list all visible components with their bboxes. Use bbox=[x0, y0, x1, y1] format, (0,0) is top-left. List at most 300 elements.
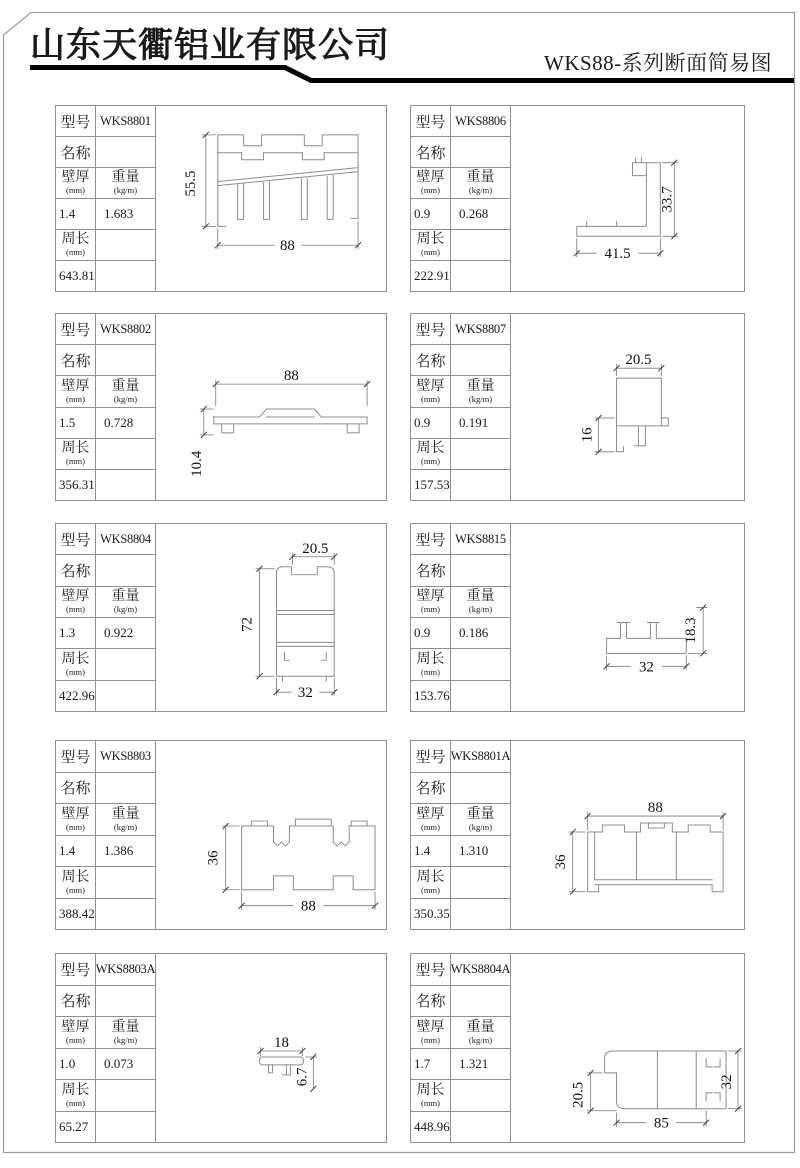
table-row bbox=[56, 681, 155, 711]
model-label: 型号 bbox=[411, 106, 451, 136]
thickness-value: 1.4 bbox=[411, 836, 451, 867]
spec-table bbox=[411, 314, 511, 500]
table-row bbox=[411, 804, 510, 836]
thickness-value: 0.9 bbox=[411, 408, 451, 438]
profile-drawing bbox=[156, 524, 386, 711]
thickness-value: 1.0 bbox=[56, 1049, 96, 1080]
perimeter-label bbox=[411, 439, 451, 469]
perimeter-unit: (mm) bbox=[66, 247, 85, 258]
thickness-text: 壁厚 bbox=[416, 378, 445, 394]
table-row bbox=[56, 439, 155, 470]
weight-value: 0.728 bbox=[104, 414, 134, 430]
model-value: WKS8801 bbox=[100, 113, 151, 128]
thickness-value: 1.4 bbox=[56, 836, 96, 867]
thickness-text: 壁厚 bbox=[416, 1019, 445, 1035]
dimension-label: 20.5 bbox=[625, 352, 652, 369]
model-label: 型号 bbox=[56, 954, 96, 985]
perimeter-text: 周长 bbox=[61, 869, 90, 885]
model-value: WKS8807 bbox=[455, 321, 506, 336]
table-row bbox=[56, 741, 155, 773]
perimeter-text: 周长 bbox=[61, 1082, 90, 1098]
name-value bbox=[451, 986, 510, 1017]
thickness-label bbox=[56, 168, 96, 198]
panel-wks8802 bbox=[55, 313, 387, 501]
perimeter-value: 350.35 bbox=[411, 899, 451, 930]
perimeter-unit: (mm) bbox=[421, 1097, 440, 1108]
table-row bbox=[56, 986, 155, 1018]
empty-cell bbox=[96, 899, 155, 930]
empty-cell bbox=[96, 867, 155, 898]
model-label: 型号 bbox=[56, 106, 96, 136]
dimension-lines bbox=[569, 812, 726, 895]
table-row bbox=[56, 1017, 155, 1049]
perimeter-label bbox=[56, 867, 96, 898]
perimeter-unit: (mm) bbox=[421, 247, 440, 258]
thickness-unit: (mm) bbox=[66, 1034, 85, 1045]
table-row bbox=[411, 524, 510, 555]
perimeter-label bbox=[411, 230, 451, 260]
perimeter-unit: (mm) bbox=[421, 666, 440, 677]
panel-wks8801 bbox=[55, 105, 387, 292]
table-row bbox=[411, 1017, 510, 1049]
dimension-label: 36 bbox=[205, 850, 222, 866]
name-value bbox=[451, 555, 510, 585]
empty-cell bbox=[451, 230, 510, 260]
weight-text: 重量 bbox=[466, 589, 495, 605]
table-row bbox=[56, 1049, 155, 1081]
thickness-label bbox=[411, 804, 451, 835]
table-row bbox=[56, 899, 155, 930]
model-label: 型号 bbox=[411, 741, 451, 772]
table-row bbox=[56, 408, 155, 439]
model-value: WKS8806 bbox=[455, 113, 506, 128]
weight-unit: (kg/m) bbox=[468, 393, 493, 404]
table-row bbox=[411, 1112, 510, 1143]
thickness-unit: (mm) bbox=[421, 604, 440, 615]
thickness-label bbox=[56, 1017, 96, 1048]
weight-text: 重量 bbox=[111, 589, 140, 605]
table-row bbox=[56, 106, 155, 137]
perimeter-value: 157.53 bbox=[411, 470, 451, 500]
dimension-label: 20.5 bbox=[302, 540, 329, 557]
perimeter-label bbox=[56, 439, 96, 469]
weight-value: 1.310 bbox=[459, 842, 489, 858]
profile-outline bbox=[214, 409, 367, 433]
dimension-label: 88 bbox=[647, 800, 663, 817]
thickness-value: 0.9 bbox=[411, 618, 451, 648]
table-row bbox=[411, 376, 510, 407]
dimension-label: 41.5 bbox=[604, 246, 631, 263]
perimeter-value: 448.96 bbox=[411, 1112, 451, 1143]
table-row bbox=[56, 649, 155, 680]
empty-cell bbox=[451, 1080, 510, 1111]
empty-cell bbox=[451, 439, 510, 469]
empty-cell bbox=[451, 470, 510, 500]
table-row bbox=[411, 199, 510, 230]
table-row bbox=[56, 470, 155, 500]
weight-value: 1.321 bbox=[459, 1055, 489, 1071]
thickness-text: 壁厚 bbox=[61, 589, 90, 605]
name-value bbox=[451, 773, 510, 804]
empty-cell bbox=[96, 1112, 155, 1143]
perimeter-unit: (mm) bbox=[66, 456, 85, 467]
panel-wks8804a bbox=[410, 953, 745, 1143]
empty-cell bbox=[96, 1080, 155, 1111]
panel-wks8801a bbox=[410, 740, 745, 930]
weight-unit: (kg/m) bbox=[468, 821, 493, 832]
document-title: WKS88-系列断面简易图 bbox=[544, 51, 773, 75]
profile-outline bbox=[276, 567, 334, 682]
model-label: 型号 bbox=[56, 741, 96, 772]
perimeter-unit: (mm) bbox=[421, 456, 440, 467]
empty-cell bbox=[451, 867, 510, 898]
table-row bbox=[411, 230, 510, 261]
weight-label bbox=[451, 1017, 510, 1048]
perimeter-value: 422.96 bbox=[56, 681, 96, 711]
dimension-label: 72 bbox=[239, 617, 256, 632]
name-label: 名称 bbox=[56, 345, 96, 375]
table-row bbox=[411, 168, 510, 199]
profile-outline bbox=[617, 378, 669, 452]
table-row bbox=[411, 836, 510, 868]
dimension-label: 32 bbox=[297, 685, 313, 702]
table-row bbox=[56, 261, 155, 291]
perimeter-label bbox=[411, 867, 451, 898]
dimension-label: 85 bbox=[653, 1115, 669, 1132]
panel-wks8815 bbox=[410, 523, 745, 712]
empty-cell bbox=[96, 470, 155, 500]
perimeter-label bbox=[56, 649, 96, 679]
table-row bbox=[411, 773, 510, 805]
thickness-text: 壁厚 bbox=[61, 170, 90, 186]
weight-text: 重量 bbox=[466, 806, 495, 822]
thickness-value: 1.4 bbox=[56, 199, 96, 229]
table-row bbox=[56, 1080, 155, 1112]
table-row bbox=[56, 804, 155, 836]
company-name: 山东天衢铝业有限公司 bbox=[30, 26, 391, 65]
spec-table bbox=[56, 314, 156, 500]
panel-wks8806 bbox=[410, 105, 745, 292]
weight-value: 0.268 bbox=[459, 206, 489, 221]
profile-outline bbox=[605, 1051, 726, 1109]
thickness-unit: (mm) bbox=[421, 821, 440, 832]
perimeter-unit: (mm) bbox=[66, 884, 85, 895]
weight-text: 重量 bbox=[111, 378, 140, 394]
perimeter-label bbox=[411, 1080, 451, 1111]
perimeter-text: 周长 bbox=[416, 441, 445, 457]
name-value bbox=[451, 137, 510, 167]
name-value bbox=[96, 345, 155, 375]
spec-table bbox=[56, 106, 156, 291]
thickness-unit: (mm) bbox=[66, 821, 85, 832]
perimeter-value: 643.81 bbox=[56, 261, 96, 291]
weight-value: 1.683 bbox=[104, 206, 134, 221]
empty-cell bbox=[451, 681, 510, 711]
table-row bbox=[56, 836, 155, 868]
table-row bbox=[56, 345, 155, 376]
table-row bbox=[56, 314, 155, 345]
table-row bbox=[411, 867, 510, 899]
dimension-label: 88 bbox=[279, 238, 295, 255]
table-row bbox=[411, 439, 510, 470]
weight-text: 重量 bbox=[111, 170, 140, 186]
weight-label bbox=[96, 376, 155, 406]
thickness-text: 壁厚 bbox=[61, 1019, 90, 1035]
table-row bbox=[411, 587, 510, 618]
spec-table bbox=[56, 954, 156, 1142]
model-label: 型号 bbox=[56, 524, 96, 554]
perimeter-text: 周长 bbox=[416, 1082, 445, 1098]
name-label: 名称 bbox=[411, 773, 451, 804]
weight-label bbox=[451, 168, 510, 198]
profile-drawing bbox=[156, 314, 386, 500]
weight-value: 0.922 bbox=[104, 625, 134, 641]
thickness-unit: (mm) bbox=[66, 393, 85, 404]
profile-drawing bbox=[511, 741, 744, 929]
spec-table bbox=[411, 741, 511, 929]
name-value bbox=[96, 137, 155, 167]
panel-wks8804 bbox=[55, 523, 387, 712]
dimension-label: 88 bbox=[283, 368, 299, 385]
dimension-lines bbox=[202, 132, 361, 249]
perimeter-label bbox=[411, 649, 451, 679]
thickness-unit: (mm) bbox=[66, 604, 85, 615]
table-row bbox=[56, 1112, 155, 1143]
empty-cell bbox=[451, 649, 510, 679]
weight-unit: (kg/m) bbox=[468, 1034, 493, 1045]
dimension-label: 33.7 bbox=[659, 186, 676, 213]
perimeter-value: 222.91 bbox=[411, 261, 451, 291]
table-row bbox=[411, 1080, 510, 1112]
weight-text: 重量 bbox=[466, 378, 495, 394]
name-value bbox=[96, 986, 155, 1017]
profile-outline bbox=[577, 158, 661, 237]
table-row bbox=[411, 470, 510, 500]
spec-table bbox=[56, 741, 156, 929]
thickness-text: 壁厚 bbox=[416, 806, 445, 822]
thickness-label bbox=[411, 587, 451, 617]
model-value: WKS8803 bbox=[100, 748, 151, 763]
thickness-unit: (mm) bbox=[66, 185, 85, 196]
dimension-lines bbox=[222, 823, 378, 910]
thickness-label bbox=[411, 376, 451, 406]
table-row bbox=[56, 773, 155, 805]
table-row bbox=[56, 524, 155, 555]
thickness-unit: (mm) bbox=[421, 185, 440, 196]
perimeter-text: 周长 bbox=[61, 232, 90, 248]
dimension-label: 18 bbox=[273, 1035, 289, 1052]
model-value: WKS8804 bbox=[100, 531, 151, 546]
model-value: WKS8802 bbox=[100, 321, 151, 336]
table-row bbox=[56, 618, 155, 649]
table-row bbox=[56, 137, 155, 168]
empty-cell bbox=[96, 439, 155, 469]
table-row bbox=[56, 168, 155, 199]
perimeter-value: 65.27 bbox=[56, 1112, 96, 1143]
weight-label bbox=[451, 587, 510, 617]
name-label: 名称 bbox=[411, 555, 451, 585]
perimeter-unit: (mm) bbox=[421, 884, 440, 895]
thickness-label bbox=[56, 587, 96, 617]
profile-drawing bbox=[511, 106, 744, 291]
panel-wks8807 bbox=[410, 313, 745, 501]
dimension-label: 20.5 bbox=[570, 1081, 587, 1108]
table-row bbox=[56, 555, 155, 586]
thickness-value: 0.9 bbox=[411, 199, 451, 229]
dimension-label: 32 bbox=[719, 1074, 736, 1090]
table-row bbox=[56, 230, 155, 261]
weight-text: 重量 bbox=[466, 1019, 495, 1035]
name-label: 名称 bbox=[56, 773, 96, 804]
thickness-label bbox=[411, 1017, 451, 1048]
thickness-value: 1.5 bbox=[56, 408, 96, 438]
thickness-text: 壁厚 bbox=[416, 170, 445, 186]
dimension-label: 6.7 bbox=[294, 1067, 311, 1087]
model-label: 型号 bbox=[56, 314, 96, 344]
perimeter-unit: (mm) bbox=[66, 1097, 85, 1108]
empty-cell bbox=[96, 261, 155, 291]
thickness-value: 1.7 bbox=[411, 1049, 451, 1080]
perimeter-text: 周长 bbox=[416, 651, 445, 667]
dimension-label: 36 bbox=[552, 854, 569, 870]
perimeter-text: 周长 bbox=[61, 441, 90, 457]
table-row bbox=[411, 741, 510, 773]
table-row bbox=[56, 587, 155, 618]
spec-table bbox=[411, 106, 511, 291]
table-row bbox=[411, 1049, 510, 1081]
table-row bbox=[411, 681, 510, 711]
weight-label bbox=[96, 168, 155, 198]
spec-table bbox=[411, 524, 511, 711]
name-value bbox=[96, 773, 155, 804]
dimension-label: 55.5 bbox=[182, 170, 199, 197]
profile-drawing bbox=[511, 314, 744, 500]
thickness-text: 壁厚 bbox=[61, 806, 90, 822]
thickness-unit: (mm) bbox=[421, 1034, 440, 1045]
perimeter-value: 356.31 bbox=[56, 470, 96, 500]
table-row bbox=[411, 954, 510, 986]
weight-text: 重量 bbox=[466, 170, 495, 186]
profile-outline bbox=[218, 135, 358, 227]
dimension-label: 16 bbox=[579, 427, 596, 443]
model-label: 型号 bbox=[411, 524, 451, 554]
weight-unit: (kg/m) bbox=[468, 604, 493, 615]
empty-cell bbox=[96, 649, 155, 679]
panel-wks8803 bbox=[55, 740, 387, 930]
perimeter-text: 周长 bbox=[61, 651, 90, 667]
perimeter-label bbox=[56, 230, 96, 260]
weight-label bbox=[451, 804, 510, 835]
profile-outline bbox=[607, 622, 687, 653]
dimension-label: 88 bbox=[300, 898, 316, 915]
table-row bbox=[56, 199, 155, 230]
weight-unit: (kg/m) bbox=[468, 185, 493, 196]
spec-table bbox=[56, 524, 156, 711]
weight-unit: (kg/m) bbox=[113, 821, 138, 832]
table-row bbox=[411, 261, 510, 291]
profile-drawing bbox=[156, 741, 386, 929]
weight-value: 0.073 bbox=[104, 1055, 134, 1071]
weight-value: 1.386 bbox=[104, 842, 134, 858]
table-row bbox=[411, 137, 510, 168]
empty-cell bbox=[96, 230, 155, 260]
thickness-label bbox=[56, 376, 96, 406]
name-value bbox=[96, 555, 155, 585]
weight-text: 重量 bbox=[111, 806, 140, 822]
model-label: 型号 bbox=[411, 954, 451, 985]
name-label: 名称 bbox=[411, 986, 451, 1017]
thickness-text: 壁厚 bbox=[416, 589, 445, 605]
thickness-label bbox=[411, 168, 451, 198]
table-row bbox=[411, 899, 510, 930]
thickness-label bbox=[56, 804, 96, 835]
name-label: 名称 bbox=[411, 345, 451, 375]
weight-unit: (kg/m) bbox=[113, 604, 138, 615]
dimension-label: 32 bbox=[638, 659, 654, 676]
table-row bbox=[411, 408, 510, 439]
panel-wks8803a bbox=[55, 953, 387, 1143]
perimeter-text: 周长 bbox=[416, 869, 445, 885]
profile-outline bbox=[588, 823, 723, 892]
empty-cell bbox=[96, 681, 155, 711]
empty-cell bbox=[451, 1112, 510, 1143]
weight-label bbox=[96, 587, 155, 617]
model-label: 型号 bbox=[411, 314, 451, 344]
name-label: 名称 bbox=[411, 137, 451, 167]
model-value: WKS8804A bbox=[451, 961, 510, 976]
perimeter-unit: (mm) bbox=[66, 666, 85, 677]
weight-label bbox=[96, 1017, 155, 1048]
table-row bbox=[56, 867, 155, 899]
weight-unit: (kg/m) bbox=[113, 185, 138, 196]
name-label: 名称 bbox=[56, 555, 96, 585]
name-label: 名称 bbox=[56, 986, 96, 1017]
table-row bbox=[56, 376, 155, 407]
model-value: WKS8815 bbox=[455, 531, 506, 546]
perimeter-value: 388.42 bbox=[56, 899, 96, 930]
thickness-text: 壁厚 bbox=[61, 378, 90, 394]
thickness-unit: (mm) bbox=[421, 393, 440, 404]
profile-drawing bbox=[156, 106, 386, 291]
weight-unit: (kg/m) bbox=[113, 393, 138, 404]
table-row bbox=[411, 314, 510, 345]
perimeter-label bbox=[56, 1080, 96, 1111]
table-row bbox=[411, 345, 510, 376]
perimeter-value: 153.76 bbox=[411, 681, 451, 711]
table-row bbox=[411, 106, 510, 137]
dimension-label: 18.3 bbox=[683, 617, 700, 644]
thickness-value: 1.3 bbox=[56, 618, 96, 648]
spec-table bbox=[411, 954, 511, 1142]
table-row bbox=[411, 986, 510, 1018]
weight-value: 0.186 bbox=[459, 625, 489, 641]
model-value: WKS8801A bbox=[451, 748, 510, 763]
weight-text: 重量 bbox=[111, 1019, 140, 1035]
empty-cell bbox=[451, 899, 510, 930]
table-row bbox=[411, 649, 510, 680]
weight-label bbox=[451, 376, 510, 406]
name-label: 名称 bbox=[56, 137, 96, 167]
profile-drawing bbox=[511, 524, 744, 711]
table-row bbox=[56, 954, 155, 986]
model-value: WKS8803A bbox=[96, 961, 155, 976]
weight-unit: (kg/m) bbox=[113, 1034, 138, 1045]
empty-cell bbox=[451, 261, 510, 291]
weight-label bbox=[96, 804, 155, 835]
dimension-label: 10.4 bbox=[188, 450, 205, 477]
table-row bbox=[411, 555, 510, 586]
weight-value: 0.191 bbox=[459, 414, 489, 430]
